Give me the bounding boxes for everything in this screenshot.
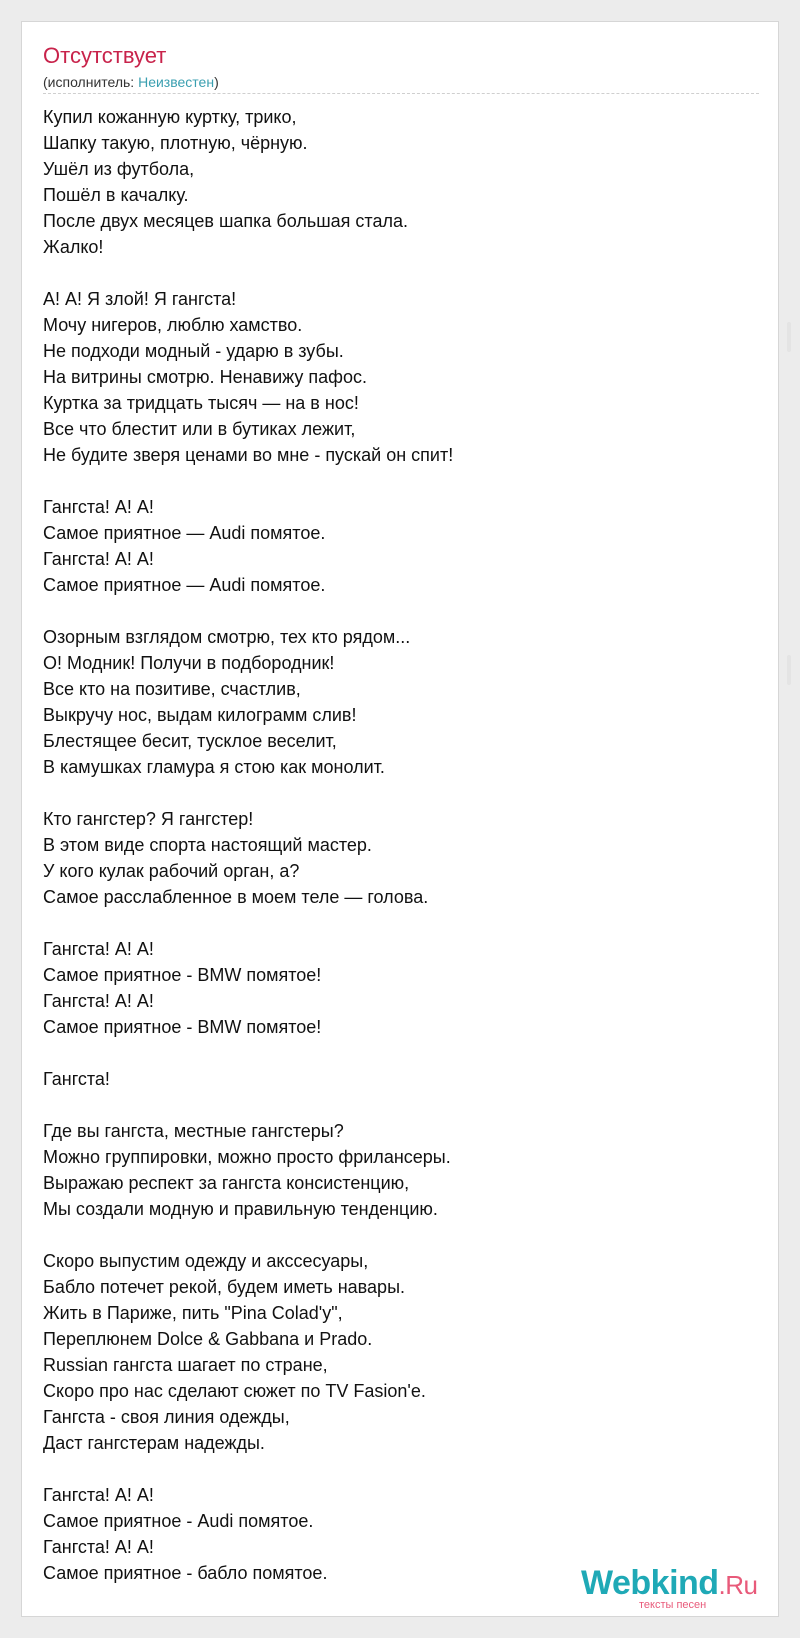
lyric-line: Жалко!	[43, 237, 104, 257]
site-logo[interactable]	[581, 1563, 781, 1615]
stanza-break	[43, 1222, 753, 1248]
stanza-break	[43, 260, 753, 286]
lyric-line: О! Модник! Получи в подбородник!	[43, 653, 335, 673]
stanza-break	[43, 780, 753, 806]
lyric-line: Гангста! А! А!	[43, 1537, 154, 1557]
lyric-line: Скоро выпустим одежду и акссесуары,	[43, 1251, 369, 1271]
lyric-line: В камушках гламура я стою как монолит.	[43, 757, 385, 777]
stanza-break	[43, 910, 753, 936]
lyric-line: Можно группировки, можно просто фрилансеры.	[43, 1147, 451, 1167]
lyric-line: Скоро про нас сделают сюжет по TV Fasion'e.	[43, 1381, 426, 1401]
logo-tld: .Ru	[718, 1570, 758, 1600]
lyric-line: Самое приятное - BMW помятое!	[43, 1017, 322, 1037]
lyric-line: Самое приятное — Audi помятое.	[43, 575, 326, 595]
lyric-line: Блестящее бесит, тусклое веселит,	[43, 731, 337, 751]
lyric-line: Куртка за тридцать тысяч — на в нос!	[43, 393, 359, 413]
lyric-line: Где вы гангста, местные гангстеры?	[43, 1121, 344, 1141]
stanza-break	[43, 598, 753, 624]
lyric-line: У кого кулак рабочий орган, а?	[43, 861, 300, 881]
stanza-break	[43, 1092, 753, 1118]
lyric-line: Самое приятное - BMW помятое!	[43, 965, 322, 985]
lyric-line: Гангста - своя линия одежды,	[43, 1407, 290, 1427]
lyric-line: После двух месяцев шапка большая стала.	[43, 211, 409, 231]
artist-suffix: )	[214, 74, 219, 90]
lyric-line: Russian гангста шагает по стране,	[43, 1355, 328, 1375]
artist-prefix: (исполнитель:	[43, 74, 139, 90]
lyric-line: Выражаю респект за гангста консистенцию,	[43, 1173, 410, 1193]
lyric-line: Выкручу нос, выдам килограмм слив!	[43, 705, 357, 725]
stanza-break	[43, 1456, 753, 1482]
lyrics-card	[21, 21, 779, 1617]
lyric-line: На витрины смотрю. Ненавижу пафос.	[43, 367, 367, 387]
stanza-break	[43, 1040, 753, 1066]
lyric-line: Мочу нигеров, люблю хамство.	[43, 315, 303, 335]
lyric-line: Купил кожанную куртку, трико,	[43, 107, 297, 127]
artist-link[interactable]: Неизвестен	[138, 74, 215, 90]
lyric-line: А! А! Я злой! Я гангста!	[43, 289, 237, 309]
title-divider	[43, 93, 759, 94]
lyric-line: Гангста! А! А!	[43, 939, 154, 959]
side-scroll-marker	[787, 655, 791, 685]
lyric-line: Бабло потечет рекой, будем иметь навары.	[43, 1277, 406, 1297]
lyric-line: Самое приятное - бабло помятое.	[43, 1563, 328, 1583]
lyric-line: Жить в Париже, пить "Pina Colad'y",	[43, 1303, 343, 1323]
song-title: Отсутствует	[43, 43, 167, 68]
lyric-line: Пошёл в качалку.	[43, 185, 189, 205]
lyric-line: Все что блестит или в бутиках лежит,	[43, 419, 356, 439]
logo-tagline: тексты песен	[639, 1599, 707, 1611]
lyric-line: Не будите зверя ценами во мне - пускай он спит!	[43, 445, 454, 465]
lyric-line: Гангста! А! А!	[43, 1485, 154, 1505]
lyric-line: Шапку такую, плотную, чёрную.	[43, 133, 308, 153]
artist-line	[43, 73, 219, 91]
lyric-line: Гангста!	[43, 1069, 110, 1089]
lyric-line: Ушёл из футбола,	[43, 159, 195, 179]
lyric-line: Гангста! А! А!	[43, 497, 154, 517]
lyric-line: Не подходи модный - ударю в зубы.	[43, 341, 344, 361]
lyric-line: Переплюнем Dolce & Gabbana и Prado.	[43, 1329, 373, 1349]
lyrics-text	[43, 104, 753, 1586]
lyric-line: Самое приятное - Audi помятое.	[43, 1511, 314, 1531]
lyric-line: Самое расслабленное в моем теле — голова.	[43, 887, 429, 907]
logo-brand: Webkind	[581, 1564, 719, 1602]
lyric-line: Гангста! А! А!	[43, 991, 154, 1011]
side-scroll-marker	[787, 322, 791, 352]
lyric-line: Самое приятное — Audi помятое.	[43, 523, 326, 543]
lyric-line: В этом виде спорта настоящий мастер.	[43, 835, 372, 855]
lyric-line: Все кто на позитиве, счастлив,	[43, 679, 301, 699]
stanza-break	[43, 468, 753, 494]
lyric-line: Кто гангстер? Я гангстер!	[43, 809, 254, 829]
lyric-line: Гангста! А! А!	[43, 549, 154, 569]
lyric-line: Мы создали модную и правильную тенденцию.	[43, 1199, 438, 1219]
lyric-line: Даст гангстерам надежды.	[43, 1433, 265, 1453]
lyric-line: Озорным взглядом смотрю, тех кто рядом...	[43, 627, 411, 647]
